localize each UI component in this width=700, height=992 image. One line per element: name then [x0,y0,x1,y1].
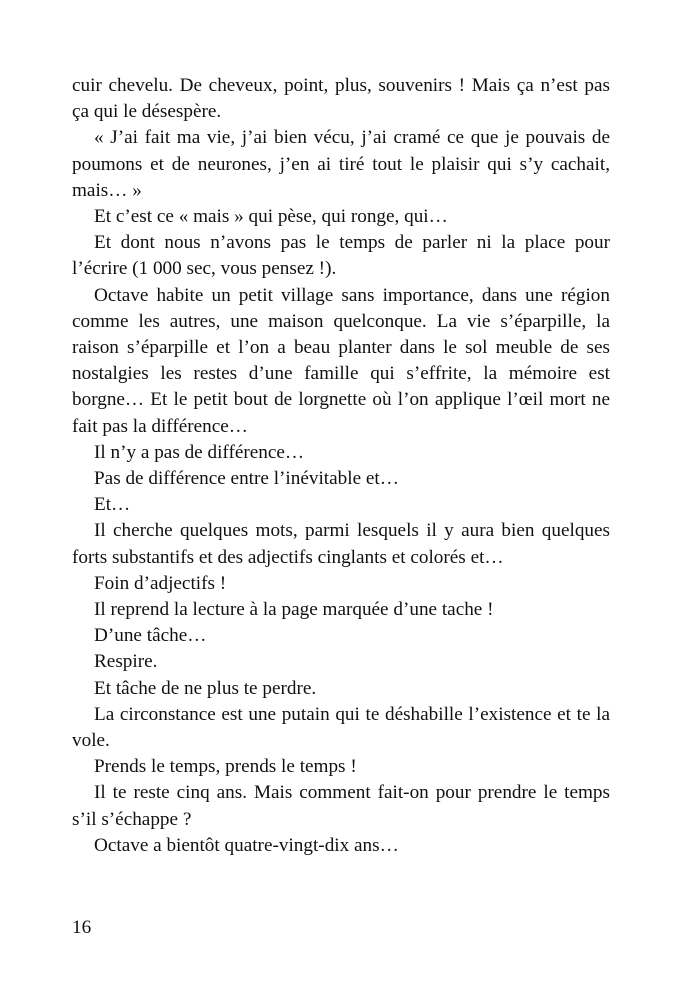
paragraph: Il cherche quelques mots, parmi lesquels il y aura bien quelques forts substantifs et des adjectifs cinglants et colorés et… [72,520,610,568]
paragraph: cuir chevelu. De cheveux, point, plus, souvenirs ! Mais ça n’est pas ça qui le désespère. [72,75,610,123]
paragraph: Foin d’adjectifs ! [94,572,227,594]
paragraph: Octave a bientôt quatre-vingt-dix ans… [94,834,399,856]
paragraph: Et dont nous n’avons pas le temps de parler ni la place pour l’écrire (1 000 sec, vous pensez !). [72,232,610,280]
paragraph: Il n’y a pas de différence… [94,441,305,463]
paragraph: Et… [94,494,131,516]
paragraph: Octave habite un petit village sans importance, dans une région comme les autres, une maison quelconque. La vie s’éparpille, la raison s’éparpille et l’on a beau planter dans le sol meuble de ses nostalgies les restes d’une famille qui s’effrite, la mémoire est borgne… Et le petit bout de lorgnette où l’on applique l’œil mort ne fait pas la différence… [72,284,610,437]
paragraph: La circonstance est une putain qui te déshabille l’existence et te la vole. [72,703,610,752]
paragraph: Respire. [94,651,158,673]
page-body [72,73,610,859]
paragraph: Il reprend la lecture à la page marquée d’une tache ! [94,599,494,621]
paragraph: Et c’est ce « mais » qui pèse, qui ronge, qui… [94,206,448,228]
paragraph: D’une tâche… [94,625,207,647]
paragraph: Il te reste cinq ans. Mais comment fait-on pour prendre le temps s’il s’échappe ? [72,782,610,830]
paragraph: Prends le temps, prends le temps ! [94,756,357,778]
paragraph: Pas de différence entre l’inévitable et… [94,468,399,490]
page-number: 16 [72,917,92,938]
paragraph: « J’ai fait ma vie, j’ai bien vécu, j’ai cramé ce que je pouvais de poumons et de neurones, j’en ai tiré tout le plaisir qui s’y cachait, mais… » [72,127,610,201]
paragraph: Et tâche de ne plus te perdre. [94,677,317,699]
